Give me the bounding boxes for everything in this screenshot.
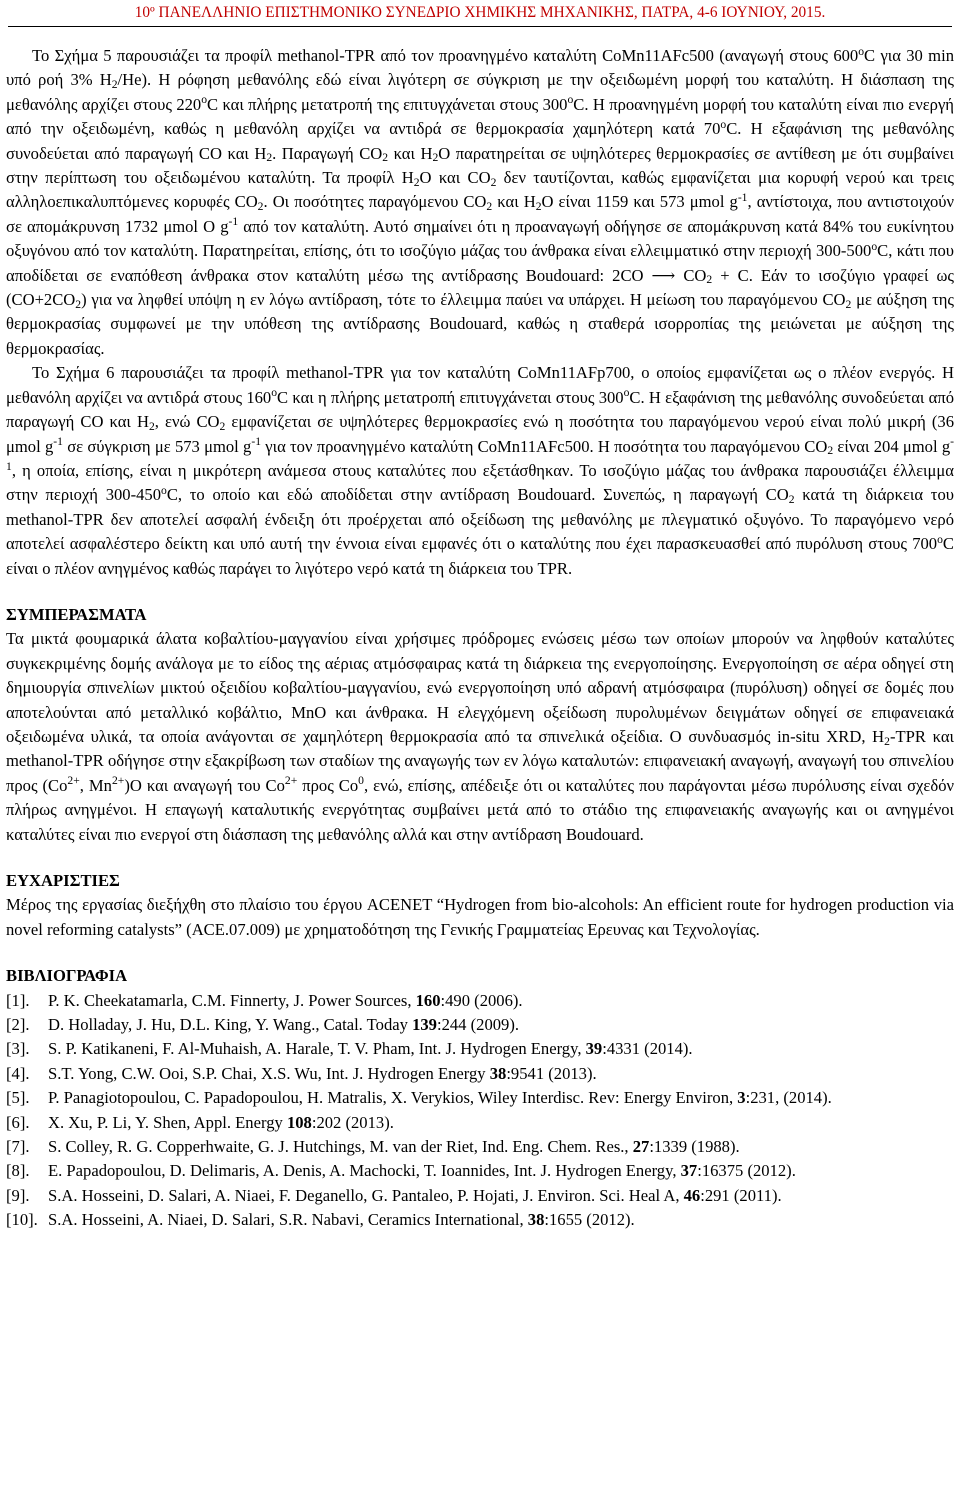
reference-volume: 37 xyxy=(680,1161,698,1181)
paragraph-figure-5: Το Σχήμα 5 παρουσιάζει τα προφίλ methanol-TPR από τον προανηγμένο καταλύτη CoMn11AFc500 (αναγωγή στους 600$^o$C για 30 min υπό ροή 3% $H_2/He$). Η ρόφηση μεθανόλης εδώ είναι λιγότερη σε σύγκριση με την οξειδωμένη μορφή του καταλύτη. Η διάσπαση της μεθανόλης αρχίζει στους 220$^o$C και πλήρης μετατροπή της επιτυγχάνεται στους 300$^o$C. Η προανηγμένη μορφή του καταλύτη είναι πιο ενεργή από την οξειδωμένη, καθώς η μεθανόλη αρχίζει να αντιδρά σε θερμοκρασία χαμηλότερη κατά 70$^o$C. Η εξαφάνιση της μεθανόλης συνοδεύεται από παραγωγή CO και $H_2$. Παραγωγή $CO_2$ και $H_2O$ παρατηρείται σε υψηλότερες θερμοκρασίες σε αντίθεση με ότι συμβαίνει στην περίπτωση του οξειδωμένου καταλύτη. Τα προφίλ $H_2O$ και $CO_2$ δεν ταυτίζονται, καθώς εμφανίζεται μια κορυφή νερού και τρεις αλληλοεπικαλυπτόμενες κορυφές $CO_2$. Οι ποσότητες παραγόμενου $CO_2$ και $H_2O$ είναι 1159 και 573 μmol $g^{-1}$, αντίστοιχα, που αντιστοιχούν σε απομάκρυνση 1732 μmol O $g^{-1}$ από τον καταλύτη. Αυτό σημαίνει ότι η προαναγωγή οδήγησε σε απομάκρυνση κατά 84% του ευκίνητου οξυγόνου από τον καταλύτη. Παρατηρείται, επίσης, ότι το ισοζύγιο μάζας του άνθρακα είναι ελλειμματικό στην περιοχή 300-500$^o$C, κάτι που αποδίδεται σε εναπόθεση άνθρακα στον καταλύτη μέσω της αντίδρασης Boudouard: 2CO ⟶ $CO_2 + C$. Εάν το ισοζύγιο γραφεί ως $(CO+2CO_2)$ για να ληφθεί υπόψη η εν λόγω αντίδραση, τότε το έλλειμμα παύει να υπάρχει. Η μείωση του παραγόμενου $CO_2$ με αύξηση της θερμοκρασίας συμφωνεί με την υπόθεση της αντίδρασης Boudouard, καθώς η σταθερά ισορροπίας της μειώνεται με αύξηση της θερμοκρασίας. xyxy=(6,44,955,358)
reference-item xyxy=(6,1208,954,1232)
reference-pages: :490 (2006). xyxy=(440,990,523,1010)
section-spacer xyxy=(6,942,954,964)
header-divider xyxy=(8,26,952,27)
reference-item xyxy=(6,1135,954,1159)
reference-text: P. Panagiotopoulou, C. Papadopoulou, H. Matralis, X. Verykios, Wiley Interdisc. Rev: Energy Environ, xyxy=(48,1088,738,1108)
reference-volume: 3 xyxy=(737,1088,746,1108)
document-body xyxy=(6,44,954,1233)
reference-pages: :202 (2013). xyxy=(311,1112,394,1132)
reference-item xyxy=(6,1111,954,1135)
reference-text: X. Xu, P. Li, Y. Shen, Appl. Energy xyxy=(48,1112,287,1132)
reference-number: [7]. xyxy=(6,1137,30,1157)
reference-volume: 39 xyxy=(585,1039,603,1059)
reference-number: [8]. xyxy=(6,1161,30,1181)
reference-volume: 139 xyxy=(412,1015,437,1035)
reference-volume: 38 xyxy=(489,1063,507,1083)
reference-number: [5]. xyxy=(6,1088,30,1108)
reference-volume: 38 xyxy=(527,1210,545,1230)
reference-number: [9]. xyxy=(6,1185,30,1205)
references-list xyxy=(6,989,954,1233)
reference-text: D. Holladay, J. Hu, D.L. King, Y. Wang., Catal. Today xyxy=(48,1015,413,1035)
reference-pages: :4331 (2014). xyxy=(602,1039,693,1059)
reference-volume: 108 xyxy=(286,1112,312,1132)
reference-text: E. Papadopoulou, D. Delimaris, A. Denis, A. Machocki, T. Ioannides, Int. J. Hydrogen Energy, xyxy=(48,1161,681,1181)
reference-text: S. P. Katikaneni, F. Al-Muhaish, A. Harale, T. V. Pham, Int. J. Hydrogen Energy, xyxy=(48,1039,586,1059)
reference-pages: :1655 (2012). xyxy=(544,1210,635,1230)
reference-text: S.A. Hosseini, A. Niaei, D. Salari, S.R. Nabavi, Ceramics International, xyxy=(48,1210,528,1230)
reference-item xyxy=(6,1062,954,1086)
conclusions-paragraph: Τα μικτά φουμαρικά άλατα κοβαλτίου-μαγγανίου είναι χρήσιμες πρόδρομες ενώσεις μέσω των οποίων μπορούν να ληφθούν καταλύτες συγκεκριμένης δομής ανάλογα με το είδος της αέριας ατμόσφαιρας κατά τη διάρκεια της ενεργοποίησης. Ενεργοποίηση σε αέρα οδηγεί στη δημιουργία σπινελίων μικτού οξειδίου κοβαλτίου-μαγγανίου, ενώ ενεργοποίηση υπό αδρανή ατμόσφαιρα (πυρόλυση) οδηγεί σε δομές που αποτελούνται από μεταλλικό κοβάλτιο, MnO και άνθρακα. Η ελεγχόμενη οξείδωση πυρολυμένων δειγμάτων οδηγεί σε επιφανειακά οξειδωμένα υλικά, τα οποία ανάγονται σε χαμηλότερη θερμοκρασία από τα σπινελικά οξείδια. Ο συνδυασμός in-situ XRD, $H_2$-TPR και methanol-TPR οδήγησε στην εξακρίβωση των σταδίων της αναγωγής των εν λόγω καταλυτών: επιφανειακή αναγωγή, αναγωγή του σπινελίου προς ($Co^{2+}$, $Mn^{2+})O$ και αναγωγή του $Co^{2+}$ προς Co$^0$, ενώ, επίσης, απέδειξε ότι οι καταλύτες που παράγονται μέσω πυρόλυσης είναι σχεδόν πλήρως ανηγμένοι. Η επαγωγή καταλυτικής ενεργότητας συμβαίνει μετά από το στάδιο της επιφανειακής αναγωγής και οι ανηγμένοι καταλύτες είναι πιο ενεργοί στη διάσπαση της μεθανόλης αλλά και στην αντίδραση Boudouard. xyxy=(6,629,955,844)
reference-pages: :244 (2009). xyxy=(436,1015,520,1035)
reference-number: [2]. xyxy=(6,1015,30,1035)
conclusions-heading: ΣΥΜΠΕΡΑΣΜΑΤΑ xyxy=(6,604,147,624)
reference-volume: 27 xyxy=(632,1137,650,1157)
reference-item xyxy=(6,1086,954,1110)
reference-item xyxy=(6,1037,954,1061)
reference-item xyxy=(6,1013,954,1037)
reference-text: S. Colley, R. G. Copperhwaite, G. J. Hutchings, M. van der Riet, Ind. Eng. Chem. Res., xyxy=(48,1137,633,1157)
reference-number: [3]. xyxy=(6,1039,30,1059)
references-heading: ΒΙΒΛΙΟΓΡΑΦΙΑ xyxy=(6,966,128,986)
acknowledgements-paragraph: Μέρος της εργασίας διεξήχθη στο πλαίσιο του έργου ACENET “Hydrogen from bio-alcohols: An efficient route for hydrogen production via novel reforming catalysts” (ACE.07.009) με χρηματοδότηση της Γενικής Γραμματείας Ερευνας και Τεχνολογίας. xyxy=(6,895,954,939)
reference-pages: :16375 (2012). xyxy=(697,1161,796,1181)
conference-header: 10º ΠΑΝΕΛΛΗΝΙΟ ΕΠΙΣΤΗΜΟΝΙΚΟ ΣΥΝΕΔΡΙΟ ΧΗΜΙΚΗΣ ΜΗΧΑΝΙΚΗΣ, ΠΑΤΡΑ, 4-6 ΙΟΥΝΙΟΥ, 2015. xyxy=(134,4,826,21)
reference-item xyxy=(6,1159,954,1183)
paragraph-figure-6: Το Σχήμα 6 παρουσιάζει τα προφίλ methanol-TPR για τον καταλύτη CoMn11AFp700, ο οποίος εμφανίζεται ως ο πλέον ενεργός. Η μεθανόλη αρχίζει να αντιδρά στους 160$^o$C και η πλήρης μετατροπή επιτυγχάνεται στους 300$^o$C. Η εξαφάνιση της μεθανόλης συνοδεύεται από παραγωγή CO και $H_2$, ενώ $CO_2$ εμφανίζεται σε υψηλότερες θερμοκρασίες ενώ η ποσότητα του παραγόμενου νερού είναι πολύ μικρή (36 μmol $g^{-1}$ σε σύγκριση με 573 μmol $g^{-1}$ για τον προανηγμένο καταλύτη CoMn11AFc500. Η ποσότητα του παραγόμενου $CO_2$ είναι 204 μmol $g^{-1}$, η οποία, επίσης, είναι η μικρότερη ανάμεσα στους καταλύτες που εξετάσθηκαν. Το ισοζύγιο μάζας του άνθρακα παρουσιάζει έλλειμμα στην περιοχή 300-450$^o$C, το οποίο και εδώ αποδίδεται στην αντίδραση Boudouard. Συνεπώς, η παραγωγή $CO_2$ κατά τη διάρκεια του methanol-TPR δεν αποτελεί ασφαλή ένδειξη ότι προέρχεται από οξείδωση της μεθανόλης με πλεγματικό οξυγόνο. Το παραγόμενο νερό αποτελεί ασφαλέστερο δείκτη και υπό αυτή την έννοια είναι εμφανές ότι ο καταλύτης που έχει παρασκευασθεί από πυρόλυση στους 700$^o$C είναι ο πλέον ανηγμένος καθώς παράγει το λιγότερο νερό κατά τη διάρκεια του TPR. xyxy=(6,363,955,578)
reference-number: [6]. xyxy=(6,1112,30,1132)
reference-number: [4]. xyxy=(6,1063,30,1083)
acknowledgements-heading: ΕΥΧΑΡΙΣΤΙΕΣ xyxy=(6,871,120,890)
reference-text: S.A. Hosseini, D. Salari, A. Niaei, F. Deganello, G. Pantaleo, P. Hojati, J. Environ. Sci. Heal A, xyxy=(48,1185,684,1205)
reference-pages: :231, (2014). xyxy=(745,1088,832,1108)
reference-item xyxy=(6,989,954,1013)
reference-number: [1]. xyxy=(6,990,30,1010)
reference-pages: :291 (2011). xyxy=(700,1185,782,1205)
reference-pages: :9541 (2013). xyxy=(506,1063,597,1083)
reference-pages: :1339 (1988). xyxy=(649,1137,740,1157)
reference-number: [10]. xyxy=(6,1210,38,1230)
reference-item xyxy=(6,1184,954,1208)
reference-text: S.T. Yong, C.W. Ooi, S.P. Chai, X.S. Wu, Int. J. Hydrogen Energy xyxy=(48,1063,490,1083)
section-spacer xyxy=(6,847,954,869)
reference-text: P. K. Cheekatamarla, C.M. Finnerty, J. Power Sources, xyxy=(48,990,416,1010)
reference-volume: 160 xyxy=(415,990,441,1010)
reference-volume: 46 xyxy=(683,1185,701,1205)
section-spacer xyxy=(6,581,954,603)
